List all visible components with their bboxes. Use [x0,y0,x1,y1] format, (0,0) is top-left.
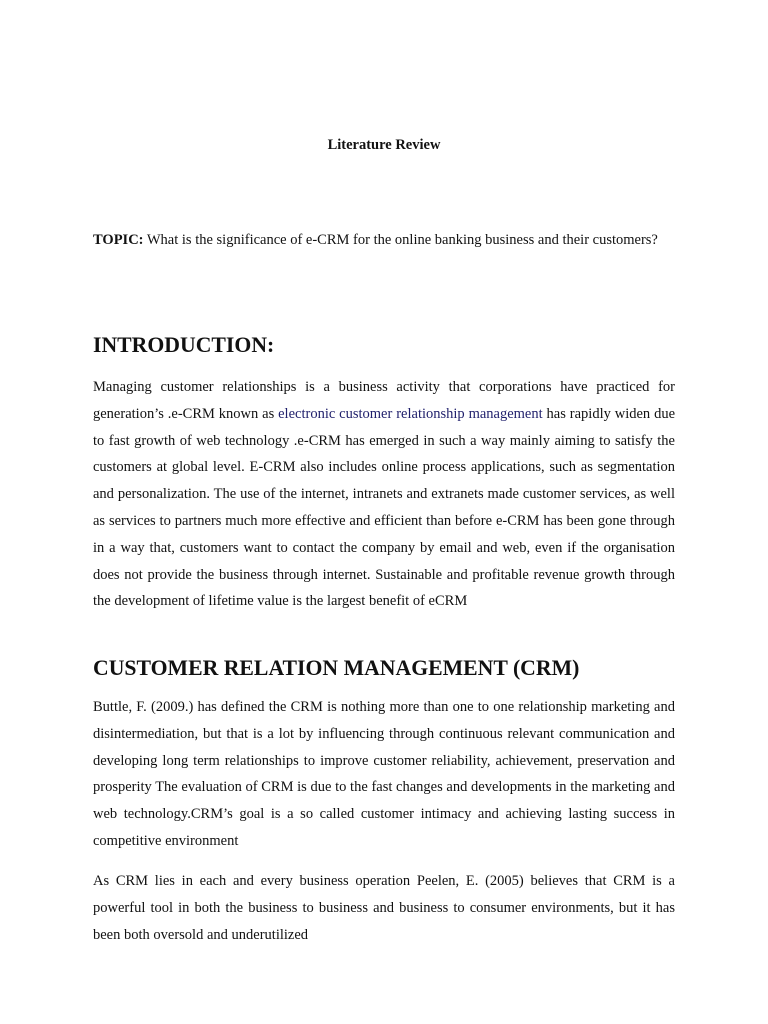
topic-paragraph [93,227,675,254]
ecrm-definition-link[interactable]: electronic customer relationship management [278,405,543,422]
introduction-paragraph [93,374,675,615]
topic-text: What is the significance of e-CRM for the online banking business and their customers? [146,232,658,248]
introduction-heading: INTRODUCTION: [93,333,275,357]
crm-paragraph-peelen: As CRM lies in each and every business operation Peelen, E. (2005) believes that CRM is a powerful tool in both the business to business and business to consumer environments, but it has been both oversold and underutilized [93,873,675,943]
topic-label: TOPIC: [93,232,144,248]
introduction-text-start: Managing customer relationships is a business activity that corporations have practiced for generation’s .e-CRM known as [93,379,675,422]
crm-paragraph-buttle: Buttle, F. (2009.) has defined the CRM is nothing more than one to one relationship marketing and disintermediation, but that is a lot by influencing through continuous relevant communication and developing long term relationships to improve customer reliability, achievement, preservation and prosperity The evaluation of CRM is due to the fast changes and developments in the marketing and web technology.CRM’s goal is a so called customer intimacy and achieving lasting success in competitive environment [93,699,675,849]
introduction-text-end: has rapidly widen due to fast growth of web technology .e-CRM has emerged in such a way mainly aiming to satisfy the customers at global level. E-CRM also includes online process applications, such as segmentation and personalization. The use of the internet, intranets and extranets made customer services, as well as services to partners much more effective and efficient than before e-CRM has been gone through in a way that, customers want to contact the company by email and web, even if the organisation does not provide the business through internet. Sustainable and profitable revenue growth through the development of lifetime value is the largest benefit of eCRM [93,405,676,610]
crm-section-heading: CUSTOMER RELATION MANAGEMENT (CRM) [93,656,580,680]
document-title: Literature Review [327,137,441,153]
